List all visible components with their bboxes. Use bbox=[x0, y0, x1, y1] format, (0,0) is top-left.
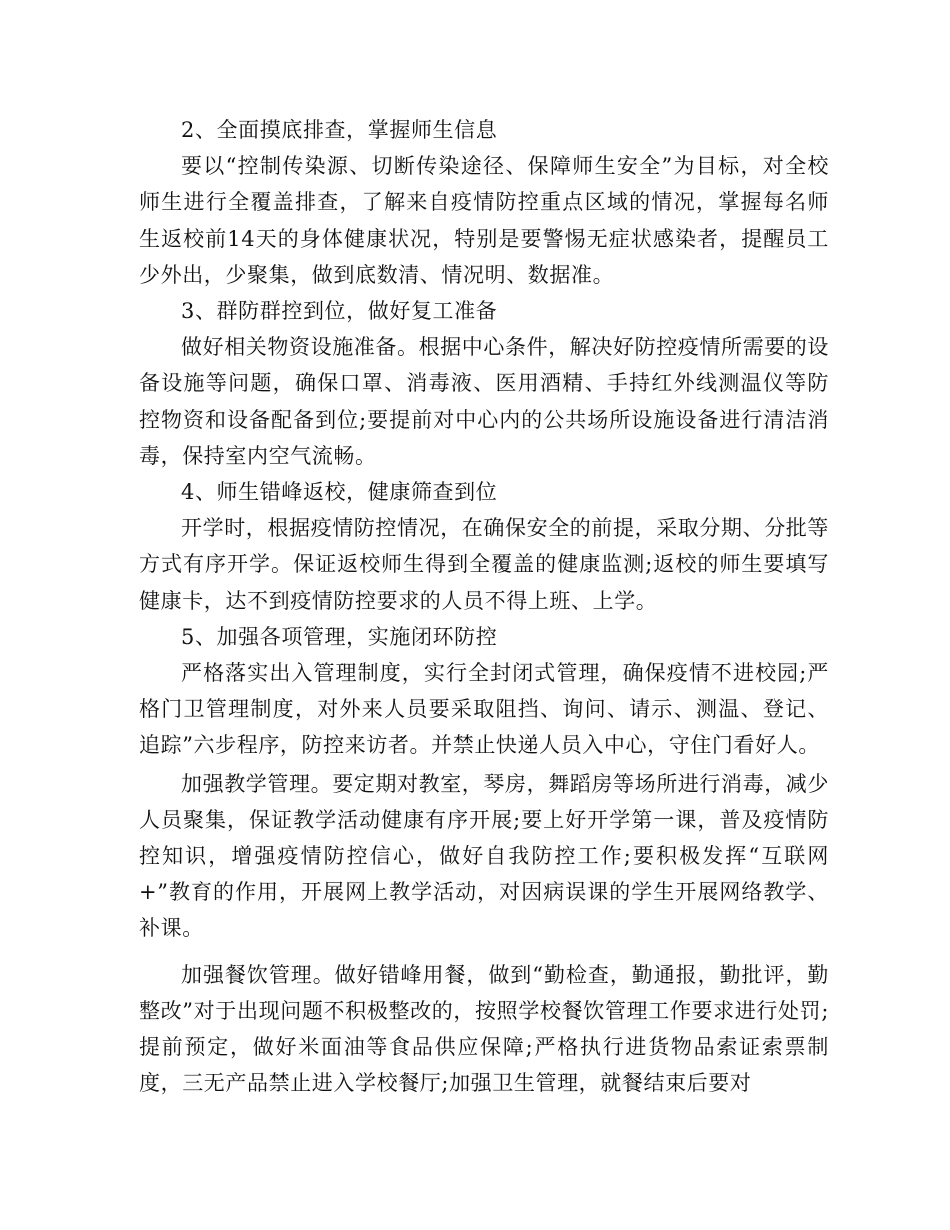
section-4-paragraph-1: 开学时，根据疫情防控情况，在确保安全的前提，采取分期、分批等方式有序开学。保证返校师生得到全覆盖的健康监测;返校的师生要填写健康卡，达不到疫情防控要求的人员不得上班、上学。 bbox=[139, 516, 829, 613]
section-5-heading: 5、加强各项管理，实施闭环防控 bbox=[181, 624, 498, 649]
document-body bbox=[139, 112, 829, 1101]
section-3-heading: 3、群防群控到位，做好复工准备 bbox=[181, 299, 498, 324]
section-2-paragraph-1: 要以“控制传染源、切断传染途径、保障师生安全”为目标，对全校师生进行全覆盖排查，了解来自疫情防控重点区域的情况，掌握每名师生返校前14天的身体健康状况，特别是要警惕无症状感染者，提醒员工少外出，少聚集，做到底数清、情况明、数据准。 bbox=[139, 154, 829, 287]
section-2-heading: 2、全面摸底排查，掌握师生信息 bbox=[181, 118, 498, 142]
section-5-paragraph-3: 加强餐饮管理。做好错峰用餐，做到“勤检查，勤通报，勤批评，勤整改”对于出现问题不积极整改的，按照学校餐饮管理工作要求进行处罚;提前预定，做好米面油等食品供应保障;严格执行进货物品索证索票制度，三无产品禁止进入学校餐厅;加强卫生管理，就餐结束后要对 bbox=[139, 962, 829, 1096]
section-5-paragraph-2: 加强教学管理。要定期对教室，琴房，舞蹈房等场所进行消毒，减少人员聚集，保证教学活动健康有序开展;要上好开学第一课，普及疫情防控知识，增强疫情防控信心，做好自我防控工作;要积极发挥“互联网+”教育的作用，开展网上教学活动，对因病误课的学生开展网络教学、补课。 bbox=[139, 771, 829, 941]
section-3-paragraph-1: 做好相关物资设施准备。根据中心条件，解决好防控疫情所需要的设备设施等问题，确保口罩、消毒液、医用酒精、手持红外线测温仪等防控物资和设备配备到位;要提前对中心内的公共场所设施设备进行清洁消毒，保持室内空气流畅。 bbox=[139, 335, 829, 468]
section-5-paragraph-1: 严格落实出入管理制度，实行全封闭式管理，确保疫情不进校园;严格门卫管理制度，对外来人员要采取阻挡、询问、请示、测温、登记、追踪”六步程序，防控来访者。并禁止快递人员入中心，守住门看好人。 bbox=[139, 661, 829, 758]
section-4-heading: 4、师生错峰返校，健康筛查到位 bbox=[181, 480, 498, 505]
